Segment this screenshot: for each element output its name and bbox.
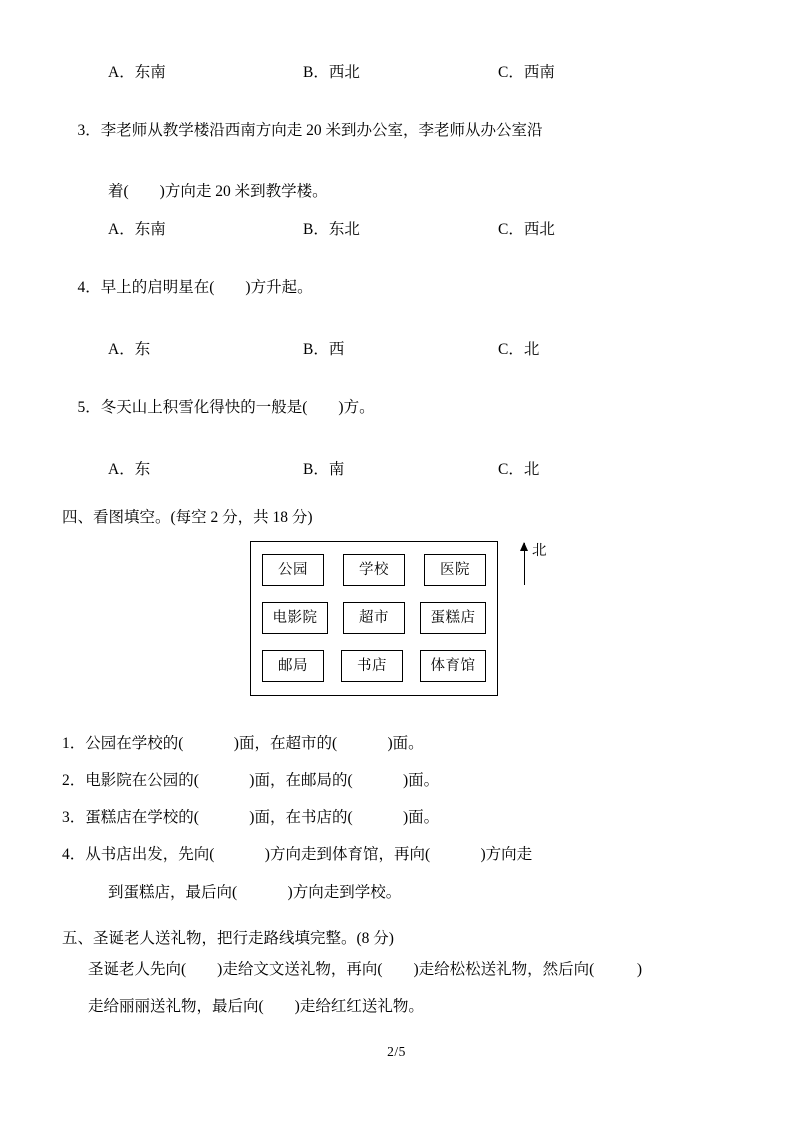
north-indicator	[514, 539, 574, 599]
question-4-choices	[62, 337, 731, 359]
section-four-item-2: 2．电影院在公园的( )面，在邮局的( )面。	[62, 771, 440, 789]
question-4-number: 4．	[77, 279, 101, 297]
map-cell-bookstore: 书店	[341, 650, 403, 682]
question-4-text	[62, 253, 731, 323]
choice-option: A．东	[108, 340, 151, 358]
question-3-choices	[62, 217, 731, 239]
question-5-number: 5．	[77, 399, 101, 416]
choice-option: B．东北	[303, 221, 360, 238]
choice-option: A．东南	[108, 64, 166, 81]
choice-option: C．北	[498, 340, 540, 358]
map-cell-gymnasium: 体育馆	[420, 650, 486, 682]
north-label: 北	[532, 542, 547, 559]
map-cell-school: 学校	[343, 554, 405, 586]
question-5-body: 冬天山上积雪化得快的一般是( )方。	[100, 399, 375, 416]
section-four-item-3: 3．蛋糕店在学校的( )面，在书店的( )面。	[62, 809, 440, 826]
page-footer	[0, 1044, 793, 1060]
choice-option: A．东	[108, 460, 151, 478]
section-five-line-1: 圣诞老人先向( )走给文文送礼物，再向( )走给松松送礼物，然后向( )	[88, 960, 643, 978]
question-3-text-line1	[62, 96, 731, 166]
section-four-item-4-cont: 到蛋糕店，最后向( )方向走到学校。	[108, 883, 402, 901]
choice-option: C．西南	[498, 64, 555, 81]
section-five-line-2: 走给丽丽送礼物，最后向( )走给红红送礼物。	[88, 998, 424, 1015]
section-four-heading: 四、看图填空。(每空 2 分，共 18 分)	[62, 508, 313, 526]
map-cell-park: 公园	[262, 554, 324, 586]
map-grid	[250, 541, 498, 696]
question-4-body: 早上的启明星在( )方升起。	[100, 279, 313, 297]
question-5-choices	[62, 457, 731, 479]
choice-option: B．南	[303, 460, 345, 478]
choice-option: B．西	[303, 340, 345, 358]
choice-option: A．东南	[108, 221, 166, 238]
map-cell-hospital: 医院	[424, 554, 486, 586]
north-arrow-icon	[524, 543, 525, 585]
choice-option: C．西北	[498, 221, 555, 238]
section-five-heading: 五、圣诞老人送礼物，把行走路线填完整。(8 分)	[62, 929, 394, 947]
choice-option: B．西北	[303, 64, 360, 81]
question-2-choices	[62, 60, 731, 82]
map-cell-cinema: 电影院	[262, 602, 328, 634]
map-cell-supermarket: 超市	[343, 602, 405, 634]
map-row	[262, 602, 486, 634]
question-3-text-line2: 着( )方向走 20 米到教学楼。	[108, 182, 328, 200]
question-5-text	[62, 373, 731, 443]
question-3-number: 3．	[77, 122, 101, 140]
map-figure	[62, 537, 731, 722]
section-four-item-4: 4．从书店出发，先向( )方向走到体育馆，再向( )方向走	[62, 846, 533, 864]
map-row	[262, 650, 486, 682]
map-cell-cake-shop: 蛋糕店	[420, 602, 486, 634]
map-row	[262, 554, 486, 586]
section-four-item-1: 1．公园在学校的( )面，在超市的( )面。	[62, 734, 424, 752]
choice-option: C．北	[498, 460, 540, 478]
question-3-body: 李老师从教学楼沿西南方向走 20 米到办公室，李老师从办公室沿	[100, 122, 543, 140]
page-number: 2/5	[387, 1044, 406, 1059]
map-cell-post-office: 邮局	[262, 650, 324, 682]
